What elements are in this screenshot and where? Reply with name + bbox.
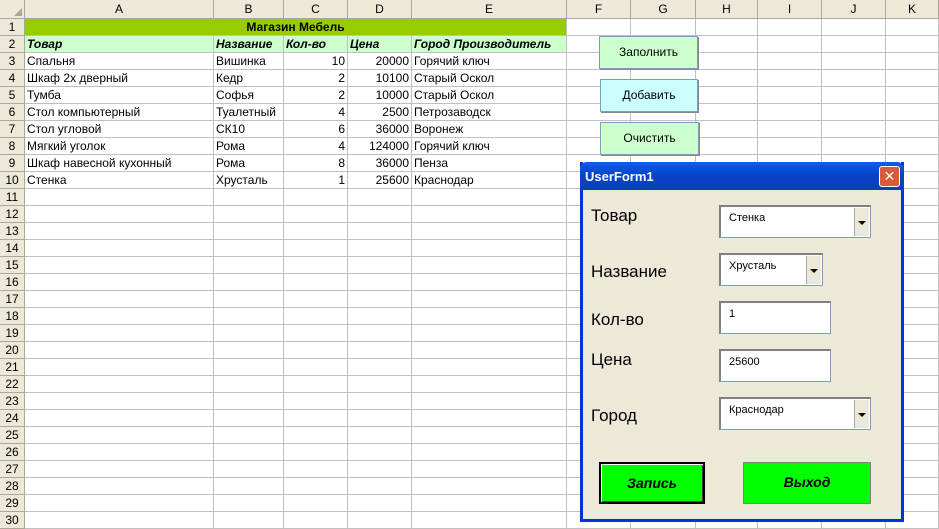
data-cell[interactable]: Стенка [25, 172, 214, 189]
cell[interactable] [214, 206, 284, 223]
cell[interactable] [822, 138, 886, 155]
cell[interactable] [758, 121, 822, 138]
cell[interactable] [214, 274, 284, 291]
close-icon[interactable]: ✕ [879, 166, 900, 187]
cell[interactable] [348, 223, 412, 240]
cell[interactable] [284, 206, 348, 223]
cell[interactable] [25, 376, 214, 393]
column-header-f[interactable]: F [567, 0, 631, 19]
data-cell[interactable]: Кедр [214, 70, 284, 87]
data-cell[interactable]: Тумба [25, 87, 214, 104]
cell[interactable] [886, 19, 939, 36]
cell[interactable] [412, 461, 567, 478]
cell[interactable] [631, 19, 696, 36]
cell[interactable] [412, 189, 567, 206]
city-combobox-value: Краснодар [729, 404, 784, 416]
row-header[interactable]: 5 [0, 87, 25, 104]
column-header-e[interactable]: E [412, 0, 567, 19]
cell[interactable] [348, 478, 412, 495]
data-cell[interactable]: Пенза [412, 155, 567, 172]
cell[interactable] [284, 291, 348, 308]
data-cell[interactable]: Стол компьютерный [25, 104, 214, 121]
cell[interactable] [348, 427, 412, 444]
column-header-g[interactable]: G [631, 0, 696, 19]
price-textbox[interactable] [719, 349, 831, 382]
row-header[interactable]: 9 [0, 155, 25, 172]
exit-button[interactable]: Выход [743, 462, 871, 504]
cell[interactable] [412, 257, 567, 274]
row-header[interactable]: 6 [0, 104, 25, 121]
cell[interactable] [25, 325, 214, 342]
city-combobox[interactable] [719, 397, 871, 430]
row-header[interactable]: 28 [0, 478, 25, 495]
cell[interactable] [412, 427, 567, 444]
data-cell[interactable]: 2 [284, 87, 348, 104]
fill-button[interactable]: Заполнить [599, 36, 698, 69]
header-cell[interactable]: Цена [348, 36, 412, 53]
label-city: Город [591, 406, 637, 425]
cell[interactable] [348, 495, 412, 512]
column-header-j[interactable]: J [822, 0, 886, 19]
data-cell[interactable]: 1 [284, 172, 348, 189]
cell[interactable] [348, 189, 412, 206]
cell[interactable] [284, 410, 348, 427]
cell[interactable] [348, 393, 412, 410]
data-cell[interactable]: 20000 [348, 53, 412, 70]
save-button[interactable]: Запись [599, 462, 705, 504]
cell[interactable] [214, 308, 284, 325]
data-cell[interactable]: 25600 [348, 172, 412, 189]
dropdown-arrow-icon[interactable] [854, 400, 869, 428]
header-cell[interactable]: Товар [25, 36, 214, 53]
cell[interactable] [214, 512, 284, 529]
cell[interactable] [348, 342, 412, 359]
row-header[interactable]: 8 [0, 138, 25, 155]
data-cell[interactable]: Горячий ключ [412, 138, 567, 155]
cell[interactable] [412, 495, 567, 512]
label-item: Товар [591, 206, 638, 225]
dropdown-arrow-icon[interactable] [854, 208, 869, 236]
cell[interactable] [822, 53, 886, 70]
userform-dialog [580, 162, 904, 522]
column-header-a[interactable]: A [25, 0, 214, 19]
data-cell[interactable]: Стол угловой [25, 121, 214, 138]
cell[interactable] [25, 410, 214, 427]
cell[interactable] [412, 274, 567, 291]
cell[interactable] [214, 342, 284, 359]
cell[interactable] [284, 223, 348, 240]
header-cell[interactable]: Кол-во [284, 36, 348, 53]
cell[interactable] [348, 257, 412, 274]
data-cell[interactable]: Мягкий уголок [25, 138, 214, 155]
cell[interactable] [348, 206, 412, 223]
column-header-i[interactable]: I [758, 0, 822, 19]
cell[interactable] [284, 257, 348, 274]
cell[interactable] [25, 427, 214, 444]
cell[interactable] [214, 495, 284, 512]
data-cell[interactable]: Шкаф 2х дверный [25, 70, 214, 87]
cell[interactable] [25, 461, 214, 478]
data-cell[interactable]: 10100 [348, 70, 412, 87]
cell[interactable] [886, 138, 939, 155]
cell[interactable] [214, 393, 284, 410]
data-cell[interactable]: Петрозаводск [412, 104, 567, 121]
cell[interactable] [214, 478, 284, 495]
cell[interactable] [284, 308, 348, 325]
form-titlebar[interactable] [580, 162, 904, 190]
cell[interactable] [284, 189, 348, 206]
row-header[interactable]: 30 [0, 512, 25, 529]
row-header[interactable]: 15 [0, 257, 25, 274]
data-cell[interactable]: 124000 [348, 138, 412, 155]
row-header[interactable]: 23 [0, 393, 25, 410]
column-header-k[interactable]: K [886, 0, 939, 19]
row-header[interactable]: 29 [0, 495, 25, 512]
cell[interactable] [412, 342, 567, 359]
cell[interactable] [696, 87, 758, 104]
form-title: UserForm1 [585, 169, 654, 184]
cell[interactable] [696, 104, 758, 121]
cell[interactable] [284, 359, 348, 376]
row-header[interactable]: 10 [0, 172, 25, 189]
cell[interactable] [25, 393, 214, 410]
row-header[interactable]: 13 [0, 223, 25, 240]
data-cell[interactable]: Софья [214, 87, 284, 104]
cell[interactable] [214, 427, 284, 444]
cell[interactable] [214, 240, 284, 257]
row-header[interactable]: 20 [0, 342, 25, 359]
cell[interactable] [284, 274, 348, 291]
row-header[interactable]: 25 [0, 427, 25, 444]
row-header[interactable]: 24 [0, 410, 25, 427]
cell[interactable] [214, 189, 284, 206]
data-cell[interactable]: 10 [284, 53, 348, 70]
data-cell[interactable]: Туалетный [214, 104, 284, 121]
data-cell[interactable]: 8 [284, 155, 348, 172]
cell[interactable] [214, 376, 284, 393]
cell[interactable] [214, 223, 284, 240]
cell[interactable] [758, 138, 822, 155]
cell[interactable] [412, 308, 567, 325]
cell[interactable] [284, 512, 348, 529]
cell[interactable] [214, 444, 284, 461]
item-combobox[interactable] [719, 205, 871, 238]
cell[interactable] [822, 121, 886, 138]
data-cell[interactable]: 4 [284, 104, 348, 121]
cell[interactable] [284, 342, 348, 359]
data-cell[interactable]: Старый Оскол [412, 70, 567, 87]
cell[interactable] [758, 36, 822, 53]
cell[interactable] [348, 308, 412, 325]
cell[interactable] [348, 359, 412, 376]
cell[interactable] [25, 359, 214, 376]
cell[interactable] [25, 478, 214, 495]
cell[interactable] [822, 70, 886, 87]
row-header[interactable]: 2 [0, 36, 25, 53]
data-cell[interactable]: Краснодар [412, 172, 567, 189]
cell[interactable] [348, 461, 412, 478]
cell[interactable] [25, 444, 214, 461]
cell[interactable] [412, 240, 567, 257]
cell[interactable] [348, 512, 412, 529]
cell[interactable] [25, 495, 214, 512]
cell[interactable] [348, 325, 412, 342]
cell[interactable] [214, 257, 284, 274]
name-combobox-value: Хрусталь [729, 260, 777, 272]
sheet-title[interactable]: Магазин Мебель [25, 19, 567, 36]
cell[interactable] [412, 393, 567, 410]
data-cell[interactable]: Шкаф навесной кухонный [25, 155, 214, 172]
cell[interactable] [696, 121, 758, 138]
cell[interactable] [412, 410, 567, 427]
qty-textbox[interactable] [719, 301, 831, 334]
cell[interactable] [25, 274, 214, 291]
qty-textbox-value: 1 [729, 308, 736, 320]
cell[interactable] [886, 87, 939, 104]
row-header[interactable]: 1 [0, 19, 25, 36]
cell[interactable] [696, 53, 758, 70]
cell[interactable] [284, 240, 348, 257]
row-header[interactable]: 27 [0, 461, 25, 478]
column-header-h[interactable]: H [696, 0, 758, 19]
cell[interactable] [567, 19, 631, 36]
row-header[interactable]: 26 [0, 444, 25, 461]
cell[interactable] [25, 240, 214, 257]
cell[interactable] [348, 376, 412, 393]
select-all-corner[interactable] [0, 0, 25, 19]
label-name: Название [591, 262, 667, 281]
cell[interactable] [886, 70, 939, 87]
data-cell[interactable]: Рома [214, 155, 284, 172]
cell[interactable] [758, 53, 822, 70]
cell[interactable] [348, 240, 412, 257]
cell[interactable] [822, 104, 886, 121]
cell[interactable] [348, 291, 412, 308]
cell[interactable] [25, 308, 214, 325]
row-header[interactable]: 22 [0, 376, 25, 393]
cell[interactable] [25, 189, 214, 206]
cell[interactable] [348, 410, 412, 427]
dropdown-arrow-icon[interactable] [806, 256, 821, 284]
row-header[interactable]: 3 [0, 53, 25, 70]
cell[interactable] [822, 36, 886, 53]
cell[interactable] [412, 223, 567, 240]
data-cell[interactable]: Рома [214, 138, 284, 155]
cell[interactable] [214, 410, 284, 427]
row-header[interactable]: 4 [0, 70, 25, 87]
data-cell[interactable]: 2500 [348, 104, 412, 121]
cell[interactable] [214, 325, 284, 342]
cell[interactable] [214, 461, 284, 478]
cell[interactable] [412, 291, 567, 308]
cell[interactable] [214, 359, 284, 376]
cell[interactable] [284, 376, 348, 393]
data-cell[interactable]: 2 [284, 70, 348, 87]
data-cell[interactable]: 36000 [348, 121, 412, 138]
cell[interactable] [284, 427, 348, 444]
header-cell[interactable]: Название [214, 36, 284, 53]
price-textbox-value: 25600 [729, 356, 760, 368]
cell[interactable] [284, 478, 348, 495]
cell[interactable] [25, 223, 214, 240]
cell[interactable] [25, 291, 214, 308]
cell[interactable] [412, 325, 567, 342]
cell[interactable] [412, 376, 567, 393]
cell[interactable] [412, 444, 567, 461]
row-header[interactable]: 17 [0, 291, 25, 308]
data-cell[interactable]: Хрусталь [214, 172, 284, 189]
cell[interactable] [758, 104, 822, 121]
header-cell[interactable]: Город Производитель [412, 36, 567, 53]
data-cell[interactable]: 36000 [348, 155, 412, 172]
cell[interactable] [25, 206, 214, 223]
data-cell[interactable]: Вишинка [214, 53, 284, 70]
cell[interactable] [348, 274, 412, 291]
cell[interactable] [696, 70, 758, 87]
column-header-c[interactable]: C [284, 0, 348, 19]
cell[interactable] [696, 36, 758, 53]
cell[interactable] [284, 495, 348, 512]
row-header[interactable]: 11 [0, 189, 25, 206]
row-header[interactable]: 12 [0, 206, 25, 223]
add-button[interactable]: Добавить [600, 79, 698, 112]
clear-button[interactable]: Очистить [600, 122, 699, 155]
row-header[interactable]: 18 [0, 308, 25, 325]
row-header[interactable]: 16 [0, 274, 25, 291]
row-header[interactable]: 21 [0, 359, 25, 376]
row-header[interactable]: 19 [0, 325, 25, 342]
cell[interactable] [886, 36, 939, 53]
cell[interactable] [25, 257, 214, 274]
item-combobox-value: Стенка [729, 212, 766, 224]
row-header[interactable]: 14 [0, 240, 25, 257]
cell[interactable] [696, 138, 758, 155]
label-qty: Кол-во [591, 310, 644, 329]
cell[interactable] [284, 393, 348, 410]
data-cell[interactable]: Спальня [25, 53, 214, 70]
cell[interactable] [822, 87, 886, 104]
cell[interactable] [822, 19, 886, 36]
cell[interactable] [412, 359, 567, 376]
cell[interactable] [758, 87, 822, 104]
data-cell[interactable]: СК10 [214, 121, 284, 138]
cell[interactable] [348, 444, 412, 461]
data-cell[interactable]: Старый Оскол [412, 87, 567, 104]
cell[interactable] [412, 206, 567, 223]
cell[interactable] [758, 70, 822, 87]
cell[interactable] [758, 19, 822, 36]
cell[interactable] [25, 342, 214, 359]
cell[interactable] [886, 121, 939, 138]
label-price: Цена [591, 350, 632, 369]
cell[interactable] [284, 325, 348, 342]
cell[interactable] [284, 461, 348, 478]
data-cell[interactable]: 10000 [348, 87, 412, 104]
cell[interactable] [886, 104, 939, 121]
cell[interactable] [25, 512, 214, 529]
data-cell[interactable]: Воронеж [412, 121, 567, 138]
name-combobox[interactable] [719, 253, 823, 286]
cell[interactable] [214, 291, 284, 308]
data-cell[interactable]: 6 [284, 121, 348, 138]
row-header[interactable]: 7 [0, 121, 25, 138]
cell[interactable] [886, 53, 939, 70]
cell[interactable] [284, 444, 348, 461]
column-header-b[interactable]: B [214, 0, 284, 19]
column-header-d[interactable]: D [348, 0, 412, 19]
data-cell[interactable]: Горячий ключ [412, 53, 567, 70]
cell[interactable] [696, 19, 758, 36]
cell[interactable] [412, 478, 567, 495]
cell[interactable] [412, 512, 567, 529]
data-cell[interactable]: 4 [284, 138, 348, 155]
